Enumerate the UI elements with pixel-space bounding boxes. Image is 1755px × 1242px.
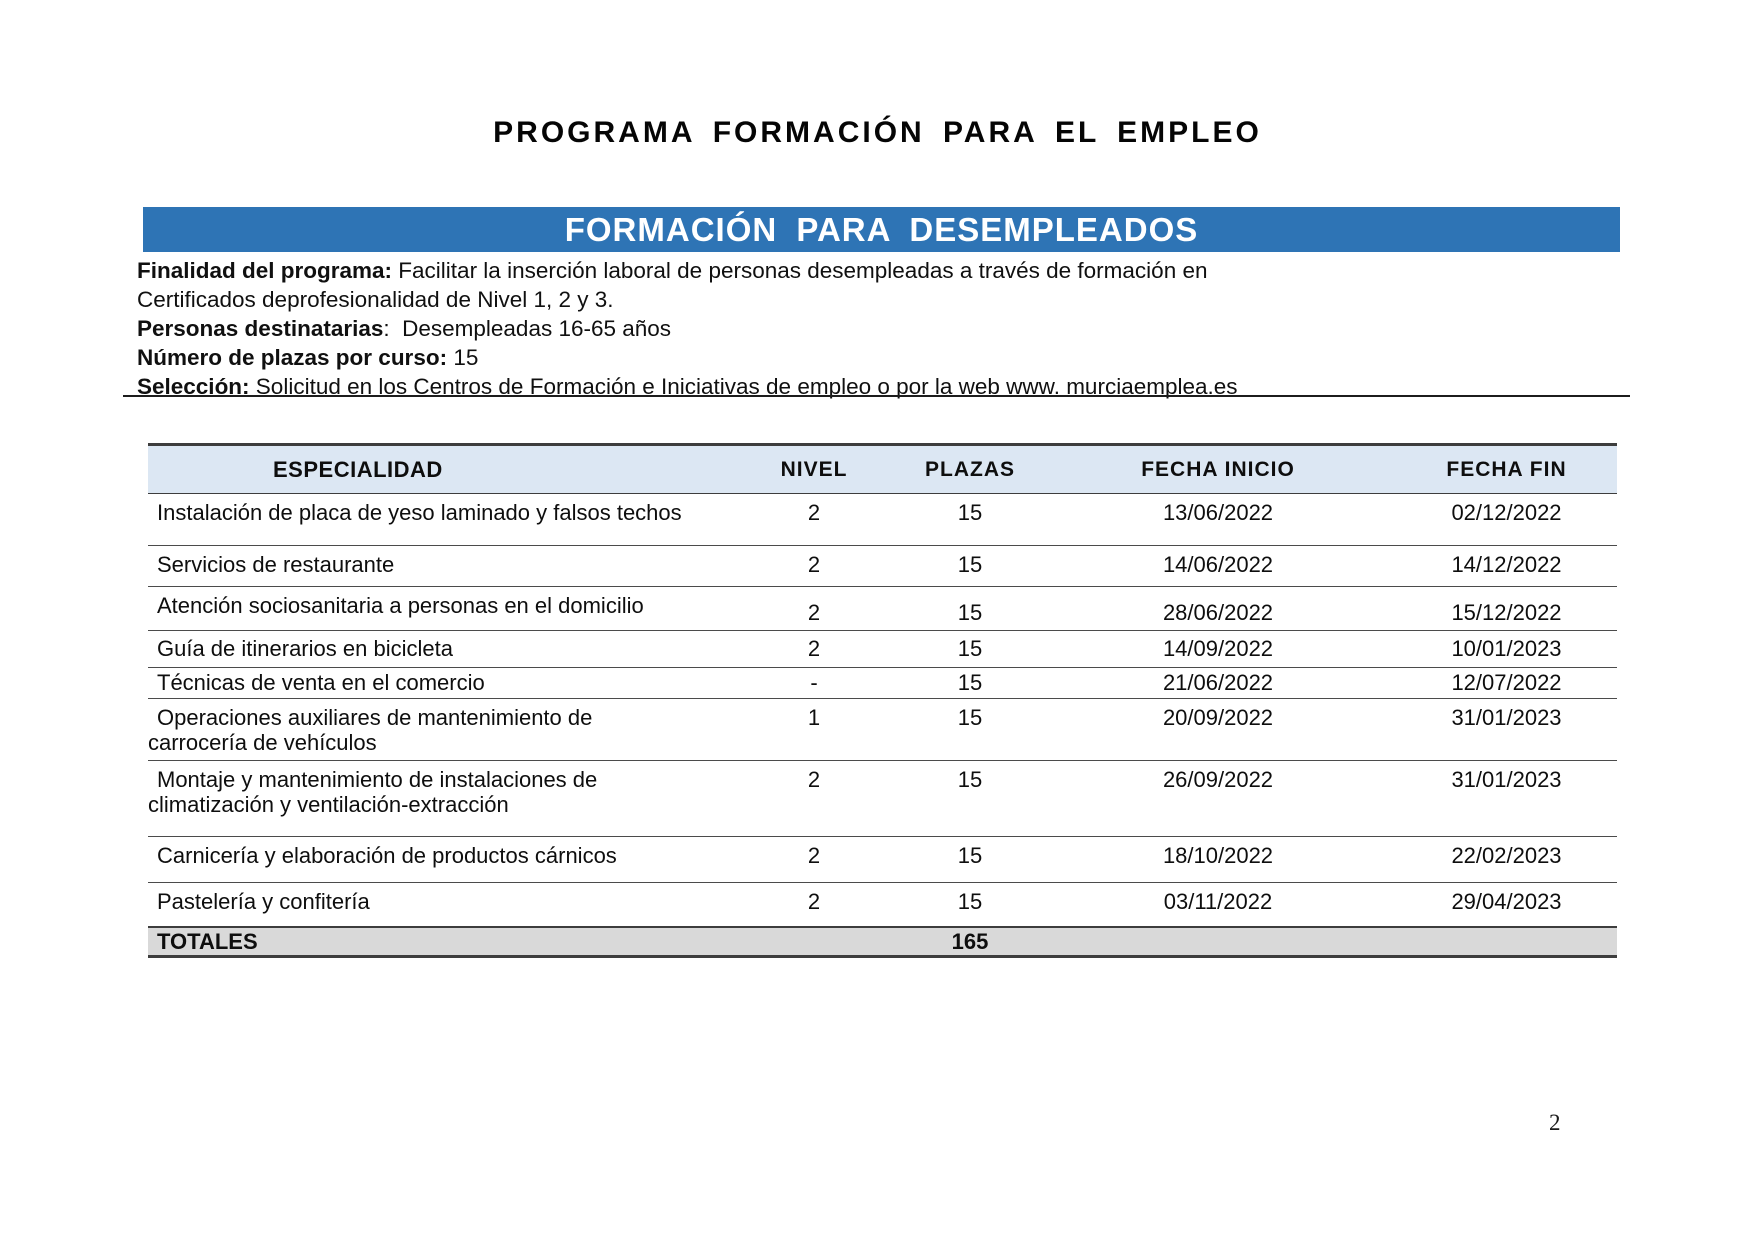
fecha-inicio-cell: 03/11/2022 (1163, 889, 1273, 914)
table-row (148, 494, 1617, 546)
fecha-fin-cell: 31/01/2023 (1451, 767, 1562, 792)
especialidad-cell: Técnicas de venta en el comercio (157, 670, 485, 695)
nivel-cell: 2 (807, 767, 821, 792)
table-row (148, 668, 1617, 699)
fecha-fin-cell: 10/01/2023 (1451, 636, 1562, 661)
especialidad-cell: Pastelería y confitería (157, 889, 370, 914)
especialidad-cell: Servicios de restaurante (157, 552, 395, 577)
header-plazas: PLAZAS (925, 457, 1015, 481)
table-row (148, 883, 1617, 927)
totals-plazas-cell: 165 (951, 928, 989, 954)
fecha-inicio-cell: 21/06/2022 (1162, 670, 1274, 695)
header-especialidad: ESPECIALIDAD (273, 456, 443, 482)
nivel-cell: 2 (807, 636, 821, 661)
especialidad-cell: Guía de itinerarios en bicicleta (157, 636, 453, 661)
info-line-destinatarias (137, 314, 1622, 343)
totals-label: TOTALES (157, 928, 258, 954)
info-line-finalidad (137, 256, 1622, 285)
nivel-cell: 2 (807, 500, 821, 525)
courses-table (148, 443, 1617, 958)
plazas-cell: 15 (957, 552, 983, 577)
header-fecha-fin: FECHA FIN (1446, 457, 1567, 481)
fecha-fin-cell: 02/12/2022 (1451, 500, 1562, 525)
fecha-fin-cell: 31/01/2023 (1451, 705, 1562, 730)
totals-row (148, 927, 1617, 957)
plazas-cell: 15 (957, 767, 983, 792)
info-text: : Desempleadas 16-65 años (383, 316, 672, 341)
header-fecha-inicio: FECHA INICIO (1141, 457, 1295, 481)
section-divider (123, 395, 1630, 397)
page-title: PROGRAMA FORMACIÓN PARA EL EMPLEO (493, 116, 1262, 149)
section-banner (143, 207, 1620, 252)
courses-table-container (148, 443, 1617, 958)
especialidad-cell: Montaje y mantenimiento de instalaciones de climatización y ventilación-extracción (148, 767, 598, 817)
fecha-inicio-cell: 18/10/2022 (1162, 843, 1274, 868)
info-text: 15 (447, 345, 479, 370)
plazas-cell: 15 (957, 636, 983, 661)
info-label: Selección: (137, 374, 250, 399)
table-row (148, 699, 1617, 761)
nivel-cell: 1 (807, 705, 821, 730)
fecha-inicio-cell: 13/06/2022 (1162, 500, 1274, 525)
fecha-inicio-cell: 14/06/2022 (1162, 552, 1274, 577)
info-label: Número de plazas por curso: (137, 345, 448, 370)
plazas-cell: 15 (957, 843, 983, 868)
nivel-cell: 2 (807, 552, 821, 577)
fecha-fin-cell: 14/12/2022 (1451, 552, 1562, 577)
info-label: Personas destinatarias (137, 316, 384, 341)
table-row (148, 837, 1617, 883)
plazas-cell: 15 (957, 705, 983, 730)
section-banner-label: FORMACIÓN PARA DESEMPLEADOS (564, 210, 1199, 248)
nivel-cell: 2 (807, 889, 821, 914)
fecha-inicio-cell: 26/09/2022 (1162, 767, 1274, 792)
fecha-fin-cell: 29/04/2023 (1451, 889, 1562, 914)
plazas-cell: 15 (957, 500, 983, 525)
table-row (148, 631, 1617, 668)
header-nivel: NIVEL (780, 457, 848, 481)
especialidad-cell: Carnicería y elaboración de productos cárnicos (157, 843, 617, 868)
especialidad-cell: Instalación de placa de yeso laminado y falsos techos (157, 500, 682, 525)
fecha-inicio-cell: 20/09/2022 (1162, 705, 1274, 730)
fecha-fin-cell: 12/07/2022 (1451, 670, 1562, 695)
page-number: 2 (1549, 1110, 1561, 1135)
especialidad-cell: Atención sociosanitaria a personas en el domicilio (157, 593, 644, 618)
totals-fecha-fin-cell (1396, 927, 1617, 957)
totals-fecha-inicio-cell (1040, 927, 1396, 957)
totals-nivel-cell (728, 927, 900, 957)
fecha-fin-cell: 15/12/2022 (1451, 600, 1562, 625)
table-row (148, 587, 1617, 631)
table-row (148, 546, 1617, 587)
info-line-finalidad-cont (137, 285, 1622, 314)
info-line-plazas (137, 343, 1622, 372)
table-body (148, 494, 1617, 927)
info-label: Finalidad del programa: (137, 258, 393, 283)
plazas-cell: 15 (957, 889, 983, 914)
info-text: Facilitar la inserción laboral de personas desempleadas a través de formación en (392, 258, 1208, 283)
fecha-fin-cell: 22/02/2023 (1451, 843, 1562, 868)
nivel-cell: - (810, 670, 818, 695)
table-row (148, 761, 1617, 837)
nivel-cell: 2 (807, 600, 821, 625)
table-header-row (148, 445, 1617, 494)
plazas-cell: 15 (957, 670, 983, 695)
fecha-inicio-cell: 28/06/2022 (1162, 600, 1274, 625)
fecha-inicio-cell: 14/09/2022 (1162, 636, 1274, 661)
program-info (137, 256, 1622, 401)
nivel-cell: 2 (807, 843, 821, 868)
info-text: Certificados deprofesionalidad de Nivel 1, 2 y 3. (137, 287, 614, 312)
especialidad-cell: Operaciones auxiliares de mantenimiento de carrocería de vehículos (148, 705, 593, 755)
plazas-cell: 15 (957, 600, 983, 625)
info-text: Solicitud en los Centros de Formación e Iniciativas de empleo o por la web www. murciaemplea.es (249, 374, 1238, 399)
